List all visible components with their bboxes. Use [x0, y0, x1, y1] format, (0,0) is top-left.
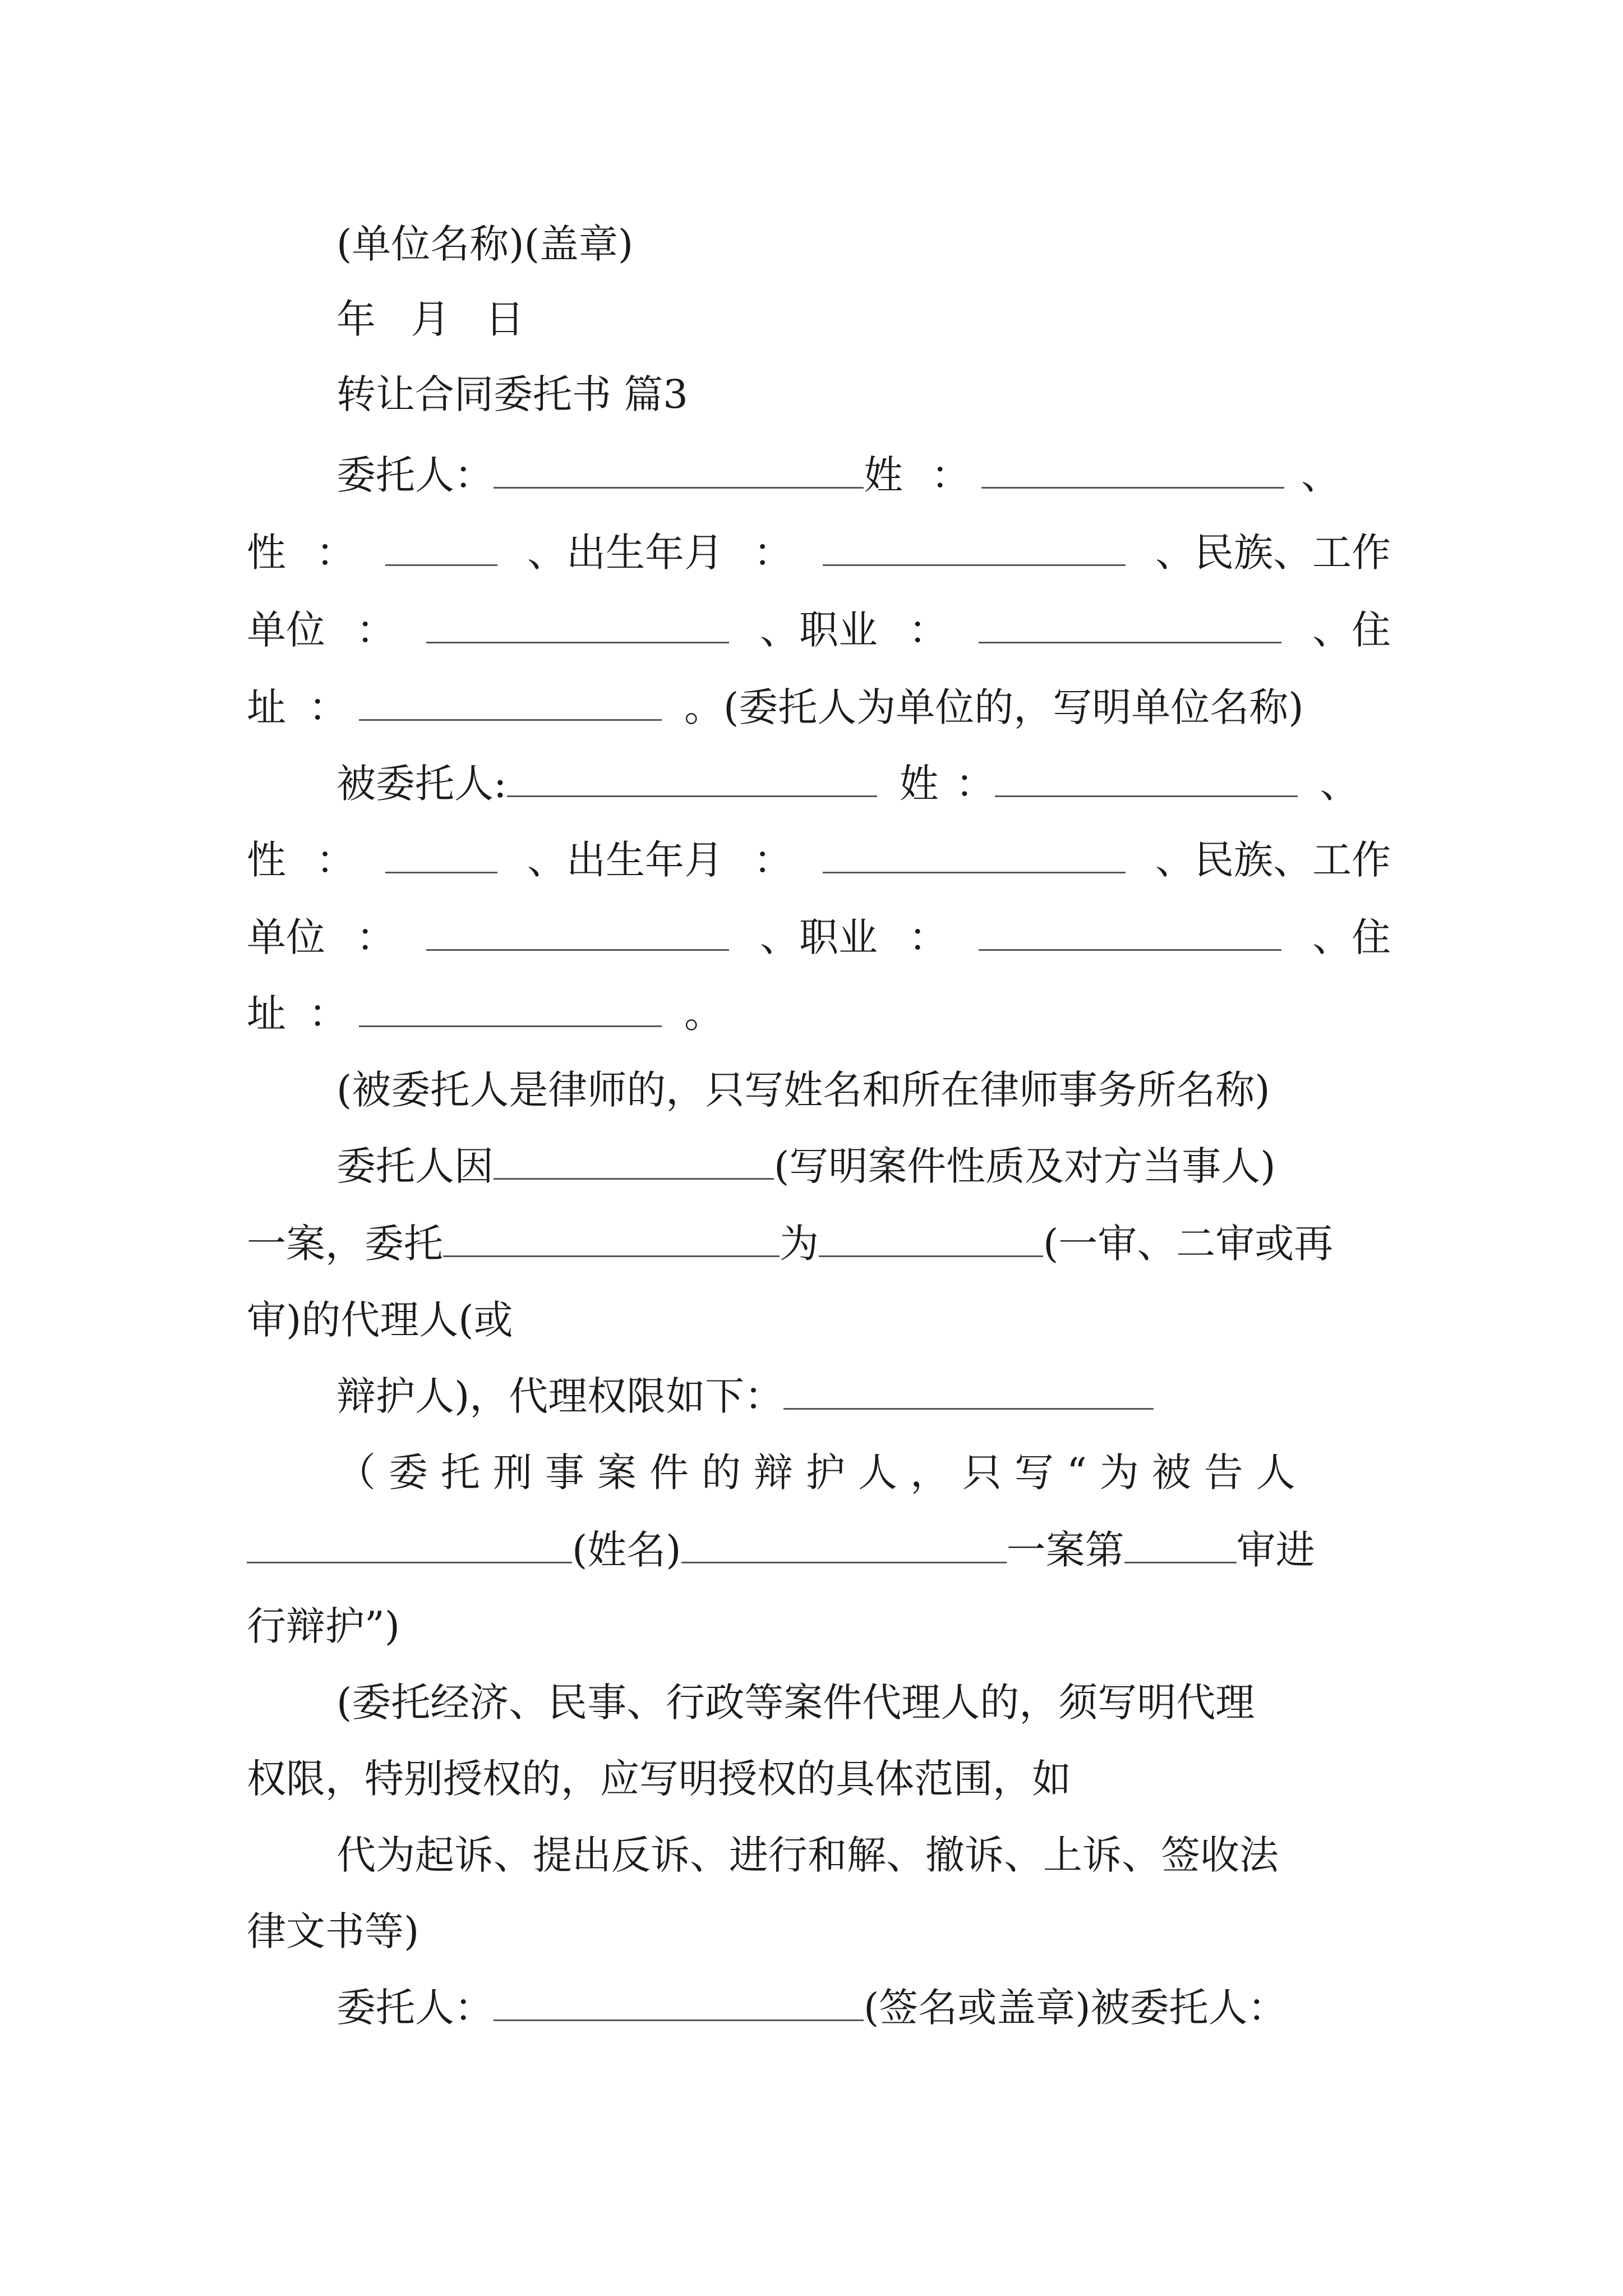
- text: 姓: [864, 452, 903, 498]
- text: 权限，特别授权的，应写明授权的具体范围，如: [247, 1756, 1071, 1802]
- text: 单位: [247, 607, 325, 653]
- text: 、民族、工作: [1155, 530, 1391, 576]
- agent-employer-line: [247, 907, 1391, 968]
- section-heading: [336, 364, 1391, 425]
- text: ：: [909, 607, 948, 653]
- text: 、民族、工作: [1155, 837, 1391, 883]
- text: ：: [909, 914, 948, 960]
- text: 年 月 日: [336, 296, 528, 342]
- text: ：: [931, 452, 970, 498]
- text: (姓名): [572, 1527, 681, 1573]
- surname-blank[interactable]: [995, 760, 1298, 797]
- unit-seal-line: [336, 213, 1391, 275]
- agent-gender-line: [247, 829, 1391, 891]
- text: ：: [356, 914, 395, 960]
- text: 、职业: [760, 607, 878, 653]
- gender-blank[interactable]: [385, 528, 497, 566]
- text: 、职业: [760, 914, 878, 960]
- text: 转让合同委托书 篇3: [336, 371, 688, 417]
- text: 。(委托人为单位的，写明单位名称): [684, 684, 1304, 730]
- documents-line: [247, 1901, 1391, 1962]
- instance-blank[interactable]: [819, 1220, 1043, 1257]
- text: ：: [316, 837, 356, 883]
- occupation-blank[interactable]: [979, 606, 1281, 643]
- special-authority-line: [247, 1748, 1391, 1810]
- text: 辩护人)，代理权限如下：: [336, 1373, 784, 1419]
- text: ：: [356, 607, 395, 653]
- principal-gender-line: [247, 522, 1391, 583]
- lawyer-note: [336, 1059, 1391, 1121]
- defendant-blank[interactable]: [247, 1526, 572, 1563]
- text: 律文书等): [247, 1908, 419, 1954]
- text: 、出生年月: [527, 530, 723, 576]
- name-blank[interactable]: [494, 451, 864, 489]
- authority-line: [336, 1365, 1391, 1427]
- address-blank[interactable]: [359, 683, 662, 721]
- text: 姓: [899, 761, 939, 807]
- signature-blank[interactable]: [494, 1984, 864, 2021]
- text: (写明案件性质及对方当事人): [774, 1143, 1276, 1189]
- text: 委托人因: [336, 1143, 494, 1189]
- text: (单位名称)(盖章): [336, 221, 634, 267]
- defense-line: [247, 1595, 1391, 1657]
- text: 性: [247, 837, 286, 883]
- text: (签名或盖章)被委托人：: [864, 1985, 1287, 2031]
- text: (委托经济、民事、行政等案件代理人的，须写明代理: [336, 1680, 1255, 1726]
- text: (被委托人是律师的，只写姓名和所在律师事务所名称): [336, 1067, 1270, 1113]
- date-line: [336, 288, 1391, 350]
- text: 一案第: [1006, 1527, 1124, 1573]
- text: ：: [955, 761, 995, 807]
- surname-blank[interactable]: [981, 451, 1284, 489]
- birth-blank[interactable]: [823, 528, 1126, 566]
- entrustee-blank[interactable]: [443, 1220, 780, 1257]
- principal-name-line: [336, 444, 1391, 506]
- text: ：: [316, 530, 356, 576]
- text: 、住: [1312, 914, 1391, 960]
- civil-note-line: [336, 1672, 1391, 1733]
- agent-name-line: [336, 753, 1391, 815]
- address-blank[interactable]: [359, 990, 662, 1027]
- text: （委托刑事案件的辩护人，只写“为被告人: [336, 1450, 1308, 1496]
- text: ：: [753, 837, 793, 883]
- case-name-blank[interactable]: [681, 1526, 1007, 1563]
- agent-address-line: [247, 983, 1391, 1045]
- text: 、: [1320, 761, 1359, 807]
- text: 址: [247, 991, 286, 1037]
- text: 被委托人:: [336, 761, 507, 807]
- text: 、住: [1312, 607, 1391, 653]
- agent-role-line: [247, 1289, 1391, 1351]
- text: 。: [684, 991, 723, 1037]
- criminal-note-line: [336, 1442, 1391, 1503]
- occupation-blank[interactable]: [979, 913, 1281, 951]
- case-line: [336, 1135, 1391, 1197]
- case-blank[interactable]: [494, 1142, 774, 1180]
- employer-blank[interactable]: [426, 913, 729, 951]
- text: 址: [247, 684, 286, 730]
- trial-blank[interactable]: [1124, 1526, 1237, 1563]
- signature-line: [336, 1977, 1391, 2039]
- text: 行辩护”): [247, 1603, 400, 1649]
- text: 、: [1301, 452, 1340, 498]
- text: 一案，委托: [247, 1221, 443, 1267]
- principal-address-line: [247, 677, 1391, 738]
- birth-blank[interactable]: [823, 836, 1126, 873]
- principal-employer-line: [247, 599, 1391, 661]
- text: 代为起诉、提出反诉、进行和解、撤诉、上诉、签收法: [336, 1832, 1279, 1878]
- text: 审)的代理人(或: [247, 1297, 513, 1343]
- text: ：: [308, 991, 348, 1037]
- text: 性: [247, 530, 286, 576]
- employer-blank[interactable]: [426, 606, 729, 643]
- text: 、出生年月: [527, 837, 723, 883]
- text: ：: [308, 684, 348, 730]
- text: 委托人：: [336, 452, 494, 498]
- gender-blank[interactable]: [385, 836, 497, 873]
- text: ：: [753, 530, 793, 576]
- authority-blank[interactable]: [783, 1372, 1154, 1410]
- text: 单位: [247, 914, 325, 960]
- text: 为: [780, 1221, 819, 1267]
- text: 委托人：: [336, 1985, 494, 2031]
- text: 审进: [1236, 1527, 1315, 1573]
- name-blank[interactable]: [507, 760, 877, 797]
- actions-line: [336, 1824, 1391, 1886]
- entrust-line: [247, 1213, 1391, 1274]
- text: (一审、二审或再: [1043, 1221, 1334, 1267]
- defendant-line: [247, 1519, 1391, 1581]
